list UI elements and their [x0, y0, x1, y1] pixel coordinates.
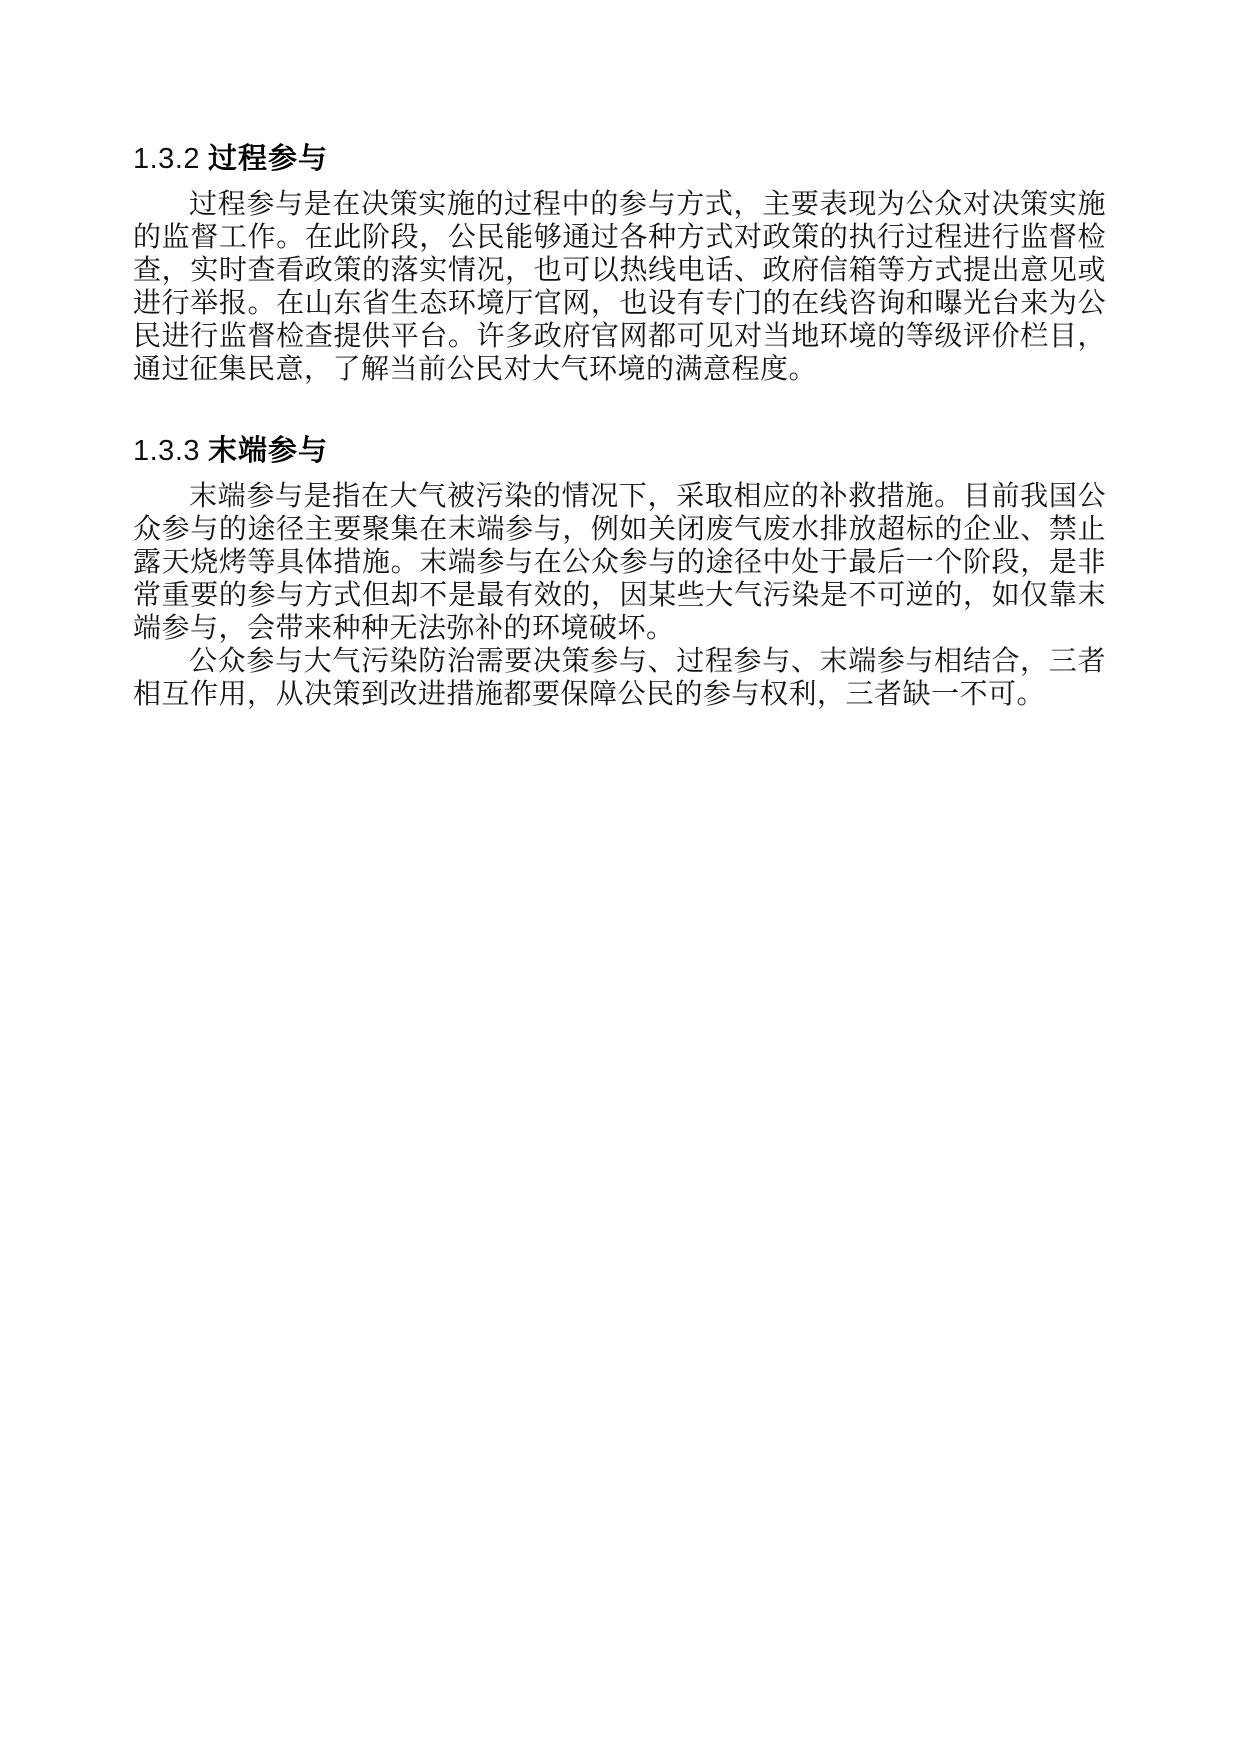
section-body-1-3-3	[133, 480, 1106, 711]
section-heading-1-3-2	[133, 140, 1106, 178]
section-heading-1-3-3	[133, 432, 1106, 470]
heading-number: 1.3.3	[133, 435, 200, 467]
section-body-1-3-2	[133, 188, 1106, 386]
heading-title: 过程参与	[208, 143, 329, 175]
paragraph: 末端参与是指在大气被污染的情况下，采取相应的补救措施。目前我国公众参与的途径主要聚集在末端参与，例如关闭废气废水排放超标的企业、禁止露天烧烤等具体措施。末端参与在公众参与的途径中处于最后一个阶段，是非常重要的参与方式但却不是最有效的，因某些大气污染是不可逆的，如仅靠末端参与，会带来种种无法弥补的环境破坏。	[133, 481, 1106, 644]
paragraph: 公众参与大气污染防治需要决策参与、过程参与、末端参与相结合，三者相互作用，从决策到改进措施都要保障公民的参与权利，三者缺一不可。	[133, 646, 1106, 710]
paragraph: 过程参与是在决策实施的过程中的参与方式，主要表现为公众对决策实施的监督工作。在此阶段，公民能够通过各种方式对政策的执行过程进行监督检查，实时查看政策的落实情况，也可以热线电话、政府信箱等方式提出意见或进行举报。在山东省生态环境厅官网，也设有专门的在线咨询和曝光台来为公民进行监督检查提供平台。许多政府官网都可见对当地环境的等级评价栏目，通过征集民意，了解当前公民对大气环境的满意程度。	[133, 189, 1106, 385]
heading-title: 末端参与	[208, 435, 329, 467]
heading-number: 1.3.2	[133, 143, 200, 175]
